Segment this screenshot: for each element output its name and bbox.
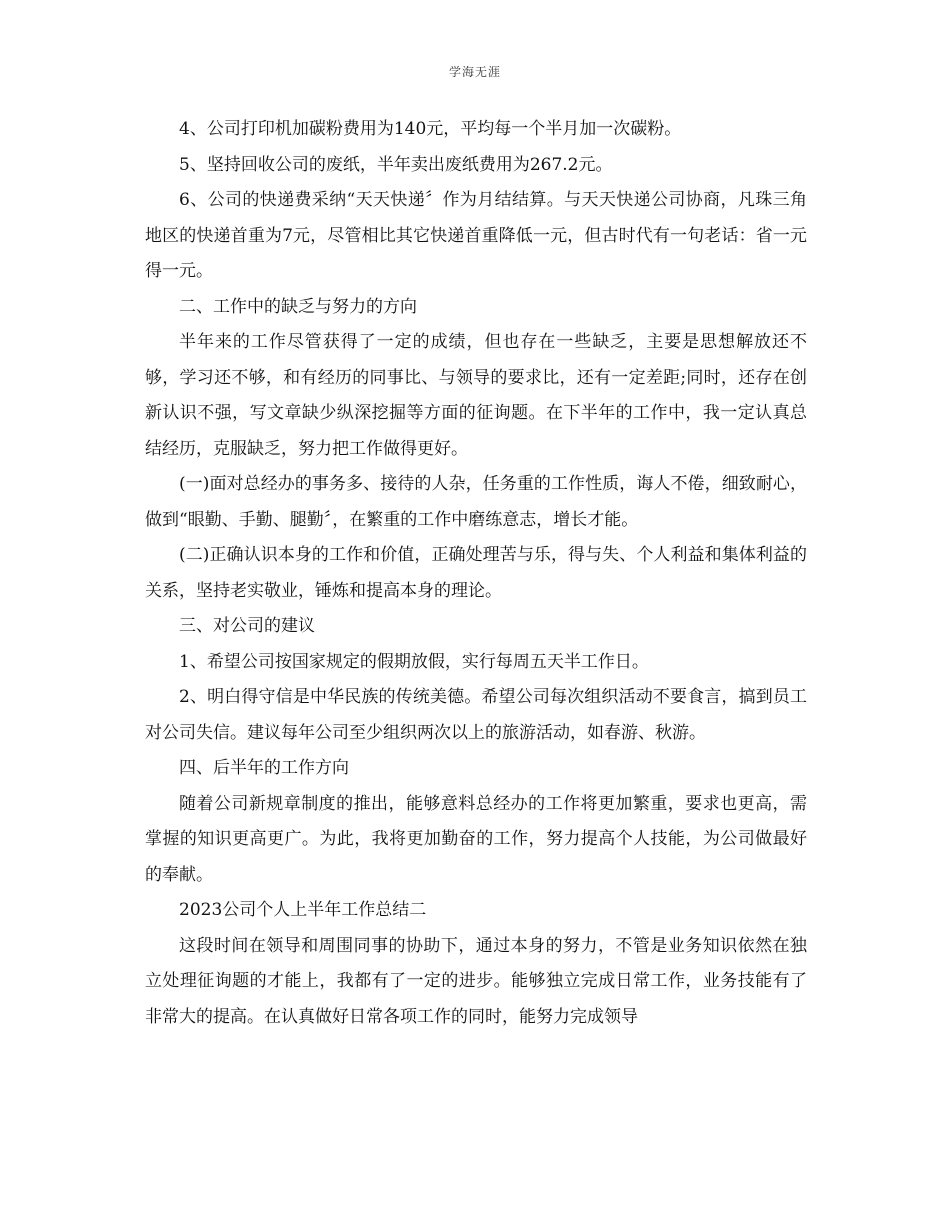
document-body <box>145 112 807 1035</box>
paragraph-summary-two: 这段时间在领导和周围同事的协助下，通过本身的努力，不管是业务知识依然在独立处理征询题的才能上，我都有了一定的进步。能够独立完成日常工作，业务技能有了非常大的提高。在认真做好日常各项工作的同时，能努力完成领导 <box>145 935 807 1027</box>
paragraph-suggestion-one: 1、希望公司按国家规定的假期放假，实行每周五天半工作日。 <box>179 651 649 672</box>
paragraph-point-two: (二)正确认识本身的工作和价值，正确处理苦与乐，得与失、个人利益和集体利益的关系，坚持老实敬业，锤炼和提高本身的理论。 <box>145 545 807 601</box>
section-heading-suggestions: 三、对公司的建议 <box>179 616 315 636</box>
paragraph-express-fee: 6、公司的快递费采纳“天天快递〞作为月结结算。与天天快递公司协商，凡珠三角地区的快递首重为7元，尽管相比其它快递首重降低一元，但古时代有一句老话：省一元得一元。 <box>145 190 807 281</box>
paragraph-waste-paper: 5、坚持回收公司的废纸，半年卖出废纸费用为267.2元。 <box>179 154 613 175</box>
section-heading-summary-two: 2023公司个人上半年工作总结二 <box>179 900 427 920</box>
section-heading-shortcomings: 二、工作中的缺乏与努力的方向 <box>179 296 417 317</box>
paragraph-shortcomings: 半年来的工作尽管获得了一定的成绩，但也存在一些缺乏，主要是思想解放还不够，学习还不够，和有经历的同事比、与领导的要求比，还有一定差距;同时，还存在创新认识不强，写文章缺少纵深挖掘等方面的征询题。在下半年的工作中，我一定认真总结经历，克服缺乏，努力把工作做得更好。 <box>145 332 807 459</box>
paragraph-suggestion-two: 2、明白得守信是中华民族的传统美德。希望公司每次组织活动不要食言，搞到员工对公司失信。建议每年公司至少组织两次以上的旅游活动，如春游、秋游。 <box>145 687 807 743</box>
paragraph-point-one: (一)面对总经办的事务多、接待的人杂，任务重的工作性质，诲人不倦，细致耐心，做到“眼勤、手勤、腿勤〞，在繁重的工作中磨练意志，增长才能。 <box>145 474 807 530</box>
paragraph-toner-cost: 4、公司打印机加碳粉费用为140元，平均每一个半月加一次碳粉。 <box>179 119 682 139</box>
section-heading-direction: 四、后半年的工作方向 <box>179 758 349 778</box>
page-header: 学海无涯 <box>448 65 501 79</box>
paragraph-direction: 随着公司新规章制度的推出，能够意料总经办的工作将更加繁重，要求也更高，需掌握的知识更高更广。为此，我将更加勤奋的工作，努力提高个人技能，为公司做最好的奉献。 <box>145 793 807 885</box>
